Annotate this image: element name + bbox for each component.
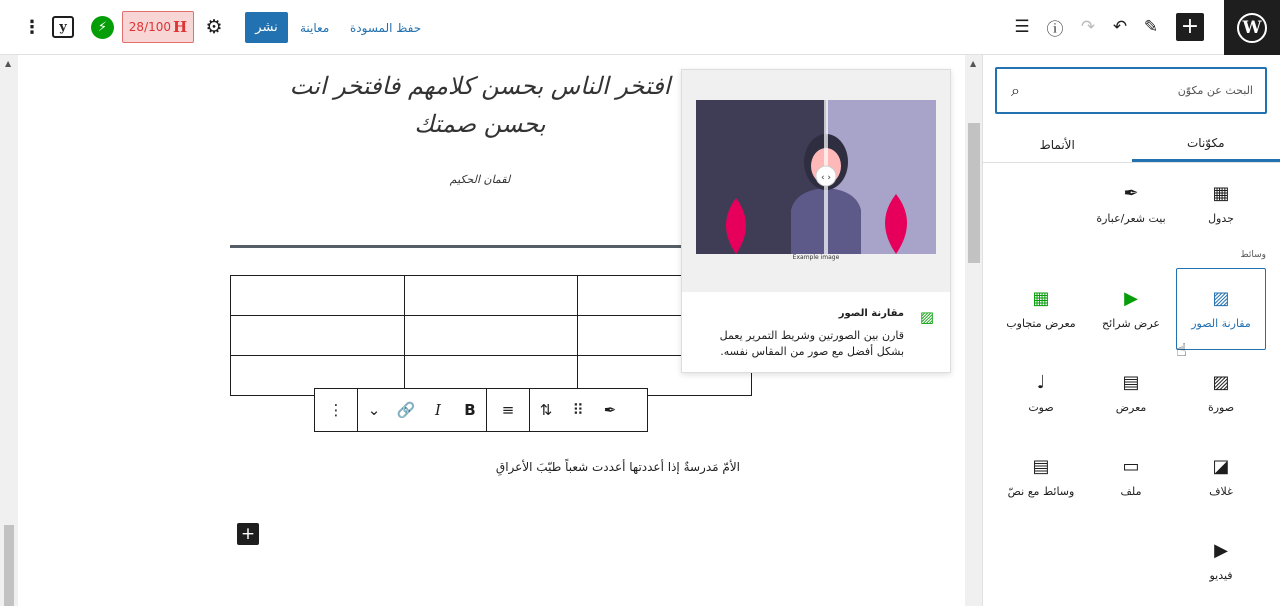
settings-gear-icon[interactable]: ⚙: [205, 16, 223, 38]
scroll-up-arrow-icon[interactable]: ▲: [5, 59, 12, 68]
folder-icon: ▭: [1122, 456, 1140, 477]
block-table[interactable]: [1176, 163, 1266, 245]
block-toolbar: [314, 388, 648, 432]
image-compare-icon: ▨: [919, 308, 934, 326]
bold-icon[interactable]: B: [464, 401, 476, 419]
block-search-field[interactable]: [995, 67, 1267, 114]
table-cell[interactable]: [404, 276, 578, 316]
block-label: عرض شرائح: [1102, 317, 1160, 330]
image-icon: ▨: [1212, 372, 1230, 393]
search-icon: ⌕: [1011, 80, 1020, 100]
block-inserter-toggle[interactable]: +: [1176, 13, 1204, 41]
quote-line[interactable]: بحسن صمتك: [414, 110, 546, 138]
scrollbar-thumb[interactable]: [968, 123, 980, 263]
options-menu-icon[interactable]: ⋮: [328, 401, 344, 419]
table-cell[interactable]: [231, 276, 405, 316]
block-label: معرض متجاوب: [1006, 317, 1076, 330]
canvas-scrollbar[interactable]: [965, 55, 983, 606]
chevron-down-icon[interactable]: ⌄: [367, 401, 381, 419]
block-cover[interactable]: [1176, 436, 1266, 518]
list-view-icon[interactable]: ☰: [1014, 17, 1030, 37]
block-label: مقارنة الصور: [1191, 317, 1251, 330]
table-row: [231, 276, 752, 316]
block-label: جدول: [1208, 212, 1234, 225]
editor-scrollbar[interactable]: [0, 55, 18, 606]
image-compare-icon: ▨: [1212, 288, 1230, 309]
preview-button[interactable]: معاينة: [300, 21, 330, 35]
seo-score-badge[interactable]: [122, 11, 194, 43]
block-media-text[interactable]: [996, 436, 1086, 518]
block-gallery[interactable]: [1086, 352, 1176, 434]
toolbar-group-options: [315, 389, 358, 431]
category-title: وسائط: [1240, 250, 1266, 260]
table-block[interactable]: [230, 275, 752, 396]
link-icon[interactable]: 🔗: [396, 401, 416, 419]
example-comparison-image: [696, 100, 936, 254]
preview-caption: Example image: [792, 254, 840, 261]
table-cell[interactable]: [231, 316, 405, 356]
jetpack-icon[interactable]: ⚡: [91, 16, 114, 39]
pullquote-block[interactable]: [260, 67, 700, 143]
scroll-up-arrow-icon[interactable]: ▲: [970, 59, 977, 68]
media-text-icon: ▤: [1032, 456, 1050, 477]
top-toolbar: [0, 0, 1280, 55]
block-label: بيت شعر/عبارة: [1096, 212, 1166, 225]
preview-title: مقارنة الصور: [838, 308, 904, 319]
preview-description: قارن بين الصورتين وشريط التمرير يعمل بشكل أفضل مع صور من المقاس نفسه.: [719, 329, 904, 358]
block-label: معرض: [1115, 401, 1147, 414]
audio-icon: ♩: [1036, 372, 1046, 393]
tiled-gallery-icon: ▦: [1032, 288, 1050, 309]
wordpress-logo-button[interactable]: [1224, 0, 1280, 55]
video-icon: ▶: [1214, 540, 1228, 561]
more-options-icon[interactable]: ⋮: [23, 16, 41, 38]
wordpress-icon: W: [1237, 13, 1267, 43]
seo-logo-icon: H: [173, 18, 188, 36]
block-image[interactable]: [1176, 352, 1266, 434]
svg-text:‹ ›: ‹ ›: [820, 173, 832, 183]
block-image-compare[interactable]: [1176, 268, 1266, 350]
block-preview-popover: [681, 69, 951, 373]
save-draft-button[interactable]: حفظ المسودة: [350, 21, 422, 35]
hand-cursor-icon: ☝: [1176, 340, 1187, 361]
gallery-icon: ▤: [1122, 372, 1140, 393]
block-label: ملف: [1120, 485, 1142, 498]
block-slideshow[interactable]: [1086, 268, 1176, 350]
yoast-icon[interactable]: y: [52, 16, 74, 38]
quote-citation[interactable]: لقمان الحكيم: [449, 173, 511, 186]
scrollbar-thumb[interactable]: [4, 525, 14, 606]
search-placeholder[interactable]: البحث عن مكوّن: [1177, 84, 1253, 97]
block-inserter-panel: [983, 55, 1280, 606]
drag-handle-icon[interactable]: ⠿: [572, 401, 584, 419]
block-label: صوت: [1028, 401, 1054, 414]
slideshow-icon: ▶: [1124, 288, 1138, 309]
publish-button[interactable]: نشر: [245, 12, 288, 43]
info-icon[interactable]: ⓘ: [1046, 19, 1064, 40]
block-label: صورة: [1207, 401, 1235, 414]
verse-block[interactable]: الأمّ مَدرسةٌ إذا أعددتها أعددت شعباً طيّبَ الأعراقِ: [495, 460, 740, 474]
tab-patterns[interactable]: الأنماط: [1039, 137, 1075, 152]
cover-icon: ◪: [1212, 456, 1230, 477]
block-video[interactable]: [1176, 520, 1266, 602]
block-label: وسائط مع نصّ: [1007, 485, 1075, 498]
toolbar-group-block: [530, 389, 626, 431]
block-tiled-gallery[interactable]: [996, 268, 1086, 350]
table-icon: ▦: [1212, 183, 1230, 204]
toolbar-group-align: [487, 389, 530, 431]
quill-icon: ✒: [1123, 183, 1139, 204]
quote-line[interactable]: افتخر الناس بحسن كلامهم فافتخر انت: [289, 72, 671, 100]
inserter-tabs: [983, 127, 1280, 163]
align-icon[interactable]: ≡: [501, 401, 515, 419]
block-audio[interactable]: [996, 352, 1086, 434]
redo-icon[interactable]: ↷: [1080, 17, 1096, 37]
toolbar-group-format: [358, 389, 487, 431]
table-cell[interactable]: [404, 316, 578, 356]
block-label: فيديو: [1209, 569, 1233, 582]
move-arrows-icon[interactable]: ⇅: [539, 401, 553, 419]
add-block-icon[interactable]: +: [237, 523, 259, 545]
separator-block[interactable]: [230, 245, 750, 248]
seo-score-text: 28/100: [128, 20, 172, 34]
block-label: غلاف: [1209, 485, 1233, 498]
italic-icon[interactable]: I: [435, 401, 441, 419]
block-verse[interactable]: [1086, 163, 1176, 245]
undo-icon[interactable]: ↶: [1112, 17, 1128, 37]
table-row: [231, 316, 752, 356]
preview-image-area: [682, 70, 950, 292]
verse-quill-icon[interactable]: ✒: [603, 401, 617, 419]
block-file[interactable]: [1086, 436, 1176, 518]
tab-blocks[interactable]: مكوّنات: [1132, 127, 1280, 162]
pen-icon[interactable]: ✎: [1143, 17, 1159, 37]
